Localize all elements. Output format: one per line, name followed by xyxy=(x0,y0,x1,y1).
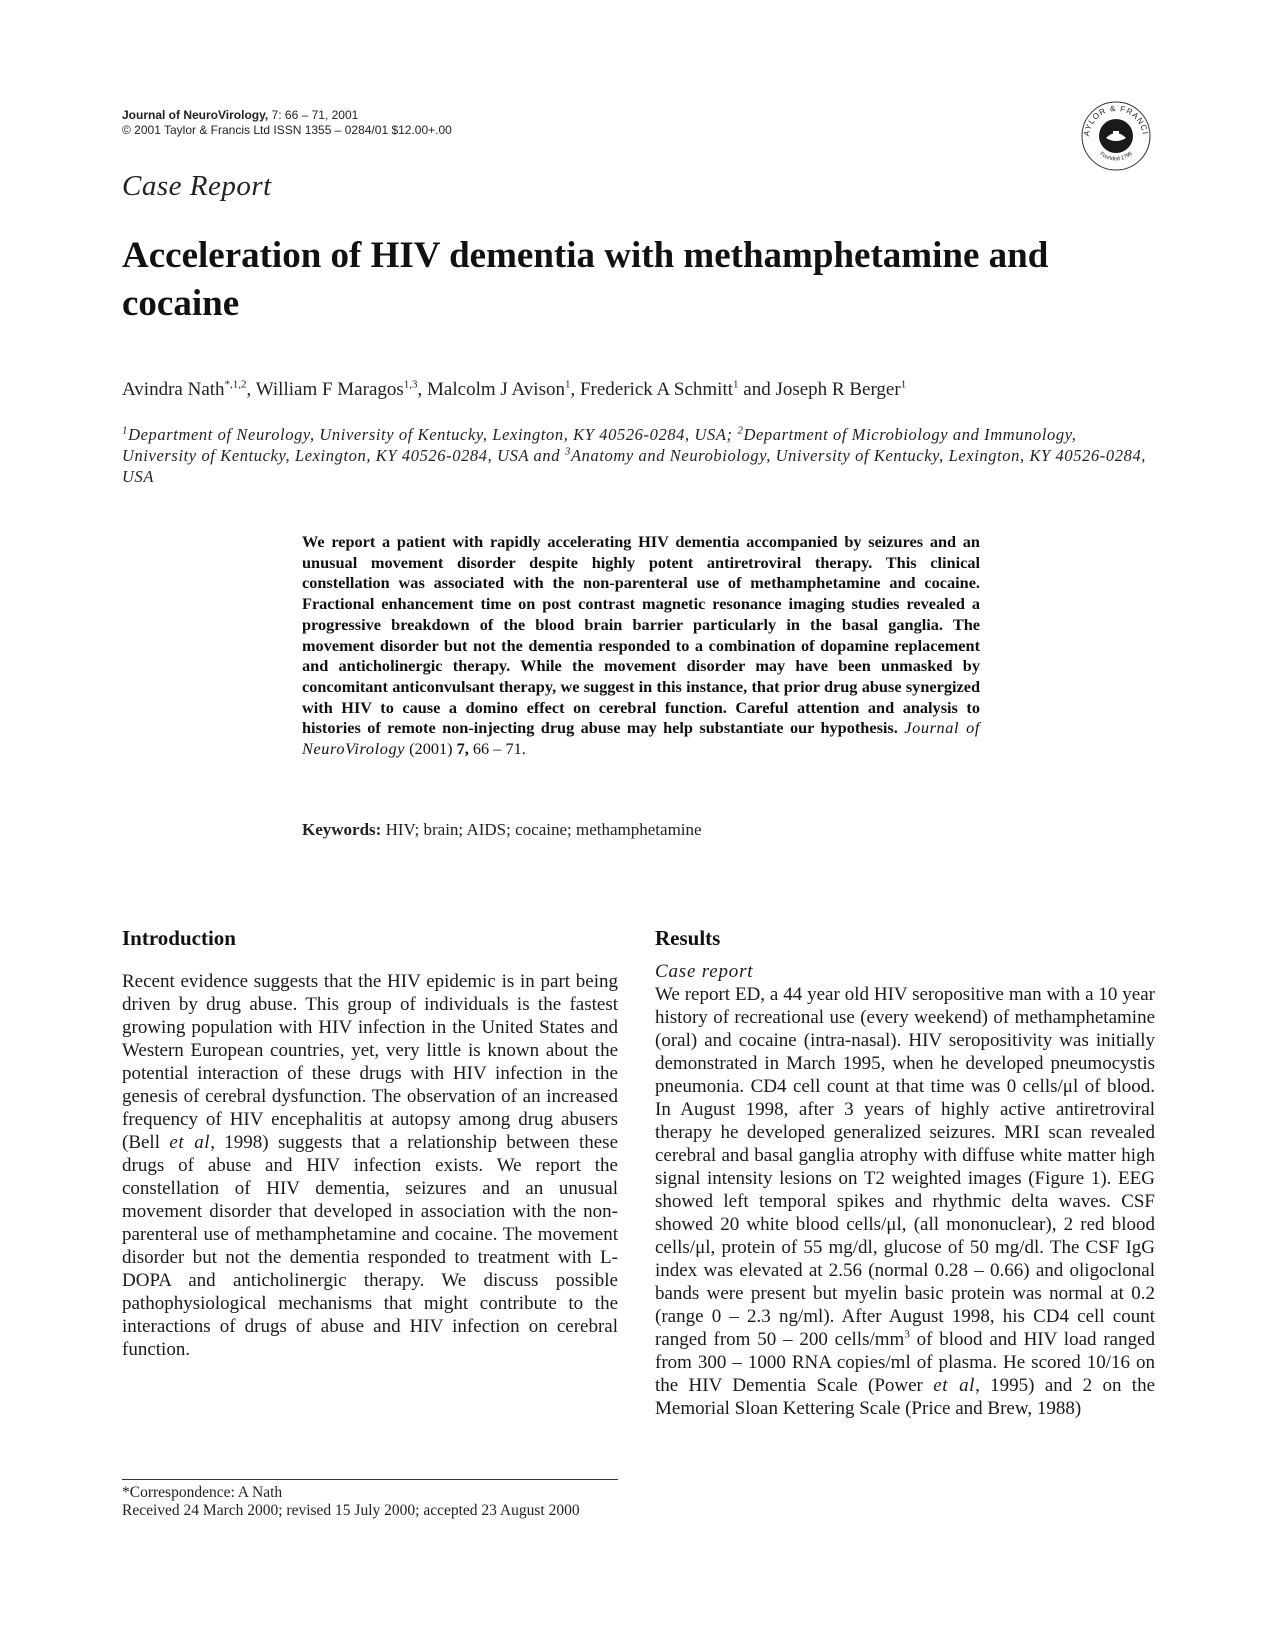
publisher-seal-icon xyxy=(1080,100,1152,172)
results-text: We report ED, a 44 year old HIV seropositive man with a 10 year history of recreational use (every weekend) of methamphetamine (oral) and cocaine (intra-nasal). HIV seropositivity was initially demonstrated in March 1995, when he developed pneumocystis pneumonia. CD4 cell count at that time was 0 cells/μl of blood. In August 1998, after 3 years of highly active antiretroviral therapy he developed generalized seizures. MRI scan revealed cerebral and basal ganglia atrophy with diffuse white matter high signal intensity lesions on T2 weighted images (Figure 1). EEG showed left temporal spikes and rhythmic delta waves. CSF showed 20 white blood cells/μl, (all mononuclear), 2 red blood cells/μl, protein of 55 mg/dl, glucose of 50 mg/dl. The CSF IgG index was elevated at 2.56 (normal 0.28 – 0.66) and oligoclonal bands were present but myelin basic protein was normal at 0.2 (range 0 – 2.3 ng/ml). After August 1998, his CD4 cell count ranged from 50 – 200 cells/mm xyxy=(655,984,1155,1350)
intro-etal: et al xyxy=(169,1132,211,1153)
author-separator: and xyxy=(738,379,776,400)
abstract xyxy=(302,532,980,760)
abstract-cite-year: (2001) xyxy=(405,739,457,759)
journal-citation: 7: 66 – 71, 2001 xyxy=(268,108,359,122)
author-list xyxy=(122,379,906,401)
affiliation-text: Anatomy and Neurobiology, University of Kentucky, Lexington, KY 40526-0284, USA xyxy=(122,446,1147,486)
intro-text: , 1998) suggests that a relationship between these drugs of abuse and HIV infection exists. We report the constellation of HIV dementia, seizures and an unusual movement disorder that developed in association with the non-parenteral use of methamphetamine and cocaine. The movement disorder but not the dementia responded to treatment with L-DOPA and anticholinergic therapy. We discuss possible pathophysiological mechanisms that might contribute to the interactions of drugs of abuse and HIV infection on cerebral function. xyxy=(122,1132,619,1360)
journal-copyright: © 2001 Taylor & Francis Ltd ISSN 1355 – 0284/01 $12.00+.00 xyxy=(122,123,452,137)
results-body xyxy=(655,960,1155,1420)
affiliation-sup: 2 xyxy=(737,424,744,437)
introduction-heading: Introduction xyxy=(122,926,236,950)
affiliations xyxy=(122,424,1152,487)
abstract-cite-journal: Journal of NeuroVirology xyxy=(302,718,980,759)
journal-citation-line xyxy=(122,108,452,123)
results-superscript: 3 xyxy=(904,1328,910,1341)
abstract-cite-volume: 7, xyxy=(456,739,469,759)
logo-publisher-text: AYLOR & FRANCI xyxy=(1081,103,1150,137)
author-name: Frederick A Schmitt xyxy=(579,379,734,400)
journal-name: Journal of NeuroVirology, xyxy=(122,108,269,122)
author-affiliation-sup: 1,3 xyxy=(403,378,418,391)
author-name: Avindra Nath xyxy=(122,379,225,400)
author-affiliation-sup: *,1,2 xyxy=(224,378,247,391)
author-affiliation-sup: 1 xyxy=(733,378,739,391)
correspondence-note: *Correspondence: A Nath xyxy=(122,1484,283,1501)
author-name: Malcolm J Avison xyxy=(427,379,565,400)
footnote-divider xyxy=(122,1479,618,1480)
author-affiliation-sup: 1 xyxy=(900,378,907,391)
journal-header xyxy=(122,108,452,138)
keywords-label: Keywords: xyxy=(302,820,382,839)
results-text: of blood and HIV load ranged from 300 – 1000 RNA copies/ml of plasma. He scored 10/16 on the HIV Dementia Scale (Power xyxy=(655,1329,1156,1396)
case-report-subheading: Case report xyxy=(655,961,754,982)
keywords-text: HIV; brain; AIDS; cocaine; methamphetamine xyxy=(381,820,702,839)
author-separator: , xyxy=(417,379,428,400)
affiliation-sup: 3 xyxy=(564,445,571,458)
affiliation-sup: 1 xyxy=(122,424,129,437)
author-name: Joseph R Berger xyxy=(775,379,901,400)
results-text: , 1995) and 2 on the Memorial Sloan Kettering Scale (Price and Brew, 1988) xyxy=(655,1375,1156,1419)
affiliation-text: Department of Microbiology and Immunology, University of Kentucky, Lexington, KY 40526-0284, USA and xyxy=(122,425,1077,465)
received-dates: Received 24 March 2000; revised 15 July 2000; accepted 23 August 2000 xyxy=(122,1502,580,1519)
abstract-body: We report a patient with rapidly accelerating HIV dementia accompanied by seizures and an unusual movement disorder despite highly potent antiretroviral therapy. This clinical constellation was associated with the non-parenteral use of methamphetamine and cocaine. Fractional enhancement time on post contrast magnetic resonance imaging studies revealed a progressive breakdown of the blood brain barrier particularly in the basal ganglia. The movement disorder but not the dementia responded to a combination of dopamine replacement and anticholinergic therapy. While the movement disorder may have been unmasked by concomitant anticonvulsant therapy, we suggest in this instance, that prior drug abuse synergized with HIV to cause a domino effect on cerebral function. Careful attention and analysis to histories of remote non-injecting drug abuse may help substantiate our hypothesis. xyxy=(302,532,980,738)
introduction-body xyxy=(122,970,618,1361)
abstract-cite-pages: 66 – 71. xyxy=(468,739,526,759)
author-name: William F Maragos xyxy=(255,379,404,400)
keywords xyxy=(302,820,702,840)
author-affiliation-sup: 1 xyxy=(564,378,571,391)
logo-founded-text: Founded 1798 xyxy=(1098,150,1134,163)
affiliation-text: Department of Neurology, University of Kentucky, Lexington, KY 40526-0284, USA; xyxy=(128,425,738,444)
publisher-logo xyxy=(1080,100,1152,172)
article-title: Acceleration of HIV dementia with methamphetamine and cocaine xyxy=(122,235,1049,324)
article-type: Case Report xyxy=(122,170,272,202)
results-heading: Results xyxy=(655,926,721,950)
results-etal: et al xyxy=(933,1375,976,1396)
author-separator: , xyxy=(246,379,256,400)
footnote xyxy=(122,1484,622,1520)
author-separator: , xyxy=(570,379,580,400)
intro-text: Recent evidence suggests that the HIV epidemic is in part being driven by drug abuse. This group of individuals is the fastest growing population with HIV infection in the United States and Western European countries, yet, very little is known about the potential interaction of these drugs with HIV infection in the genesis of cerebral dysfunction. The observation of an increased frequency of HIV encephalitis at autopsy among drug abusers (Bell xyxy=(122,971,618,1153)
